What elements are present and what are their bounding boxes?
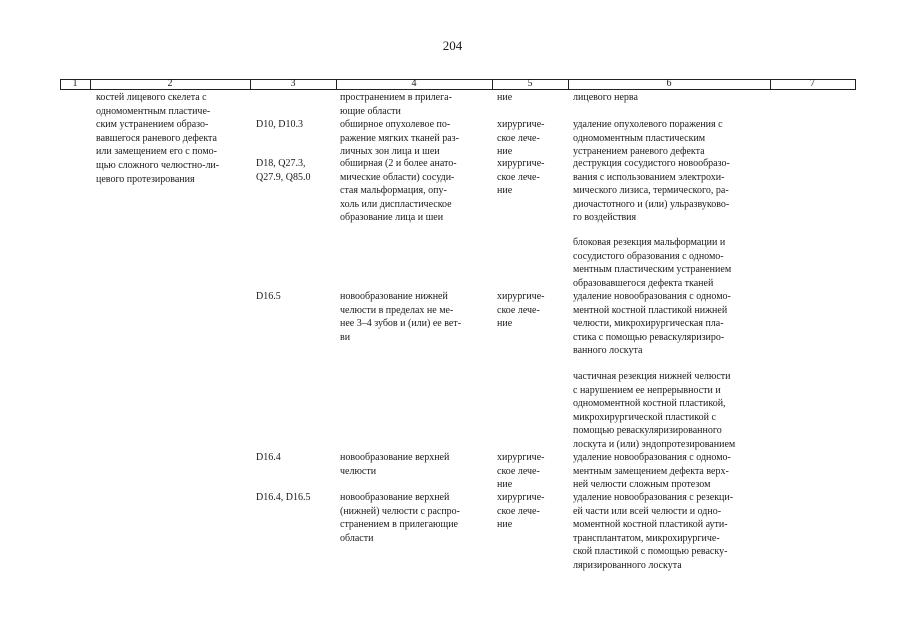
icd-codes-cell: D10, D10.3 <box>256 119 303 130</box>
treatment-cell: удаление опухолевого поражения с одномоментным пластическим устранением раневого дефекта <box>573 119 723 158</box>
column-number: 7 <box>810 78 815 89</box>
treatment-cell: частичная резекция нижней челюсти с нарушением ее непрерывности и одномоментной костной пластикой, микрохирургической пластикой с помощью реваскуляризированного лоскута и (или) эндопротезированием <box>573 371 736 450</box>
column-divider <box>855 79 856 89</box>
page-number: 204 <box>442 38 463 53</box>
column-number: 3 <box>290 78 296 89</box>
method-type-cell: хирургиче- ское лече- ние <box>497 291 545 330</box>
icd-codes-cell: D16.4 <box>256 452 281 463</box>
column-number: 1 <box>72 78 78 89</box>
diagnosis-cell: новообразование нижней челюсти в пределах не ме- нее 3–4 зубов и (или) ее вет- ви <box>340 291 462 343</box>
treatment-cell: удаление новообразования с одномо- ментным замещением дефекта верх- ней челюсти сложным протезом <box>573 452 731 491</box>
column-number: 2 <box>167 78 173 89</box>
column-number: 5 <box>527 78 533 89</box>
method-type-cell: хирургиче- ское лече- ние <box>497 492 545 531</box>
method-type-cell: хирургиче- ское лече- ние <box>497 119 545 158</box>
icd-codes-cell: D18, Q27.3, Q27.9, Q85.0 <box>256 158 311 183</box>
icd-codes-cell: D16.5 <box>256 291 281 302</box>
treatment-cell: удаление новообразования с резекци- ей части или всей челюсти и одно- моментной костной пластикой аути- трансплантатом, микрохирургиче- ской пластикой с помощью реваску- ляризированного лоскута <box>573 492 734 571</box>
treatment-cell: блоковая резекция мальформации и сосудистого образования с одномо- ментным пластическим устранением образовавшегося дефекта тканей <box>573 237 732 289</box>
diagnosis-cell: новообразование верхней (нижней) челюсти с распро- странением в прилегающие области <box>340 492 460 544</box>
treatment-cell: лицевого нерва <box>573 92 638 103</box>
column-number: 4 <box>411 78 417 89</box>
treatment-cell: удаление новообразования с одномо- ментной костной пластикой нижней челюсти, микрохирургическая пла- стика с помощью реваскуляризиро- ванного лоскута <box>573 291 731 357</box>
column-number: 6 <box>666 78 672 89</box>
treatment-cell: деструкция сосудистого новообразо- вания с использованием электрохи- мического лизиса, термического, ра- диочастотного и (или) ульразвуково- го воздействия <box>573 158 730 224</box>
diagnosis-cell: обширное опухолевое по- ражение мягких тканей раз- личных зон лица и шеи <box>340 119 459 158</box>
icd-codes-cell: D16.4, D16.5 <box>256 492 311 503</box>
method-type-cell: хирургиче- ское лече- ние <box>497 452 545 491</box>
method-type-cell: хирургиче- ское лече- ние <box>497 158 545 197</box>
method-type-cell: ние <box>497 92 513 103</box>
diagnosis-cell: пространением в прилега- ющие области <box>340 92 452 117</box>
diagnosis-cell: обширная (2 и более анато- мические области) сосуди- стая мальформация, опу- холь или диспластическое образование лица и шеи <box>340 158 457 224</box>
procedure-name: костей лицевого скелета с одномоментным пластиче- ским устранением образо- вавшегося раневого дефекта или замещением его с помо- щью сложного челюстно-ли- цевого протезирования <box>96 92 220 185</box>
diagnosis-cell: новообразование верхней челюсти <box>340 452 450 477</box>
